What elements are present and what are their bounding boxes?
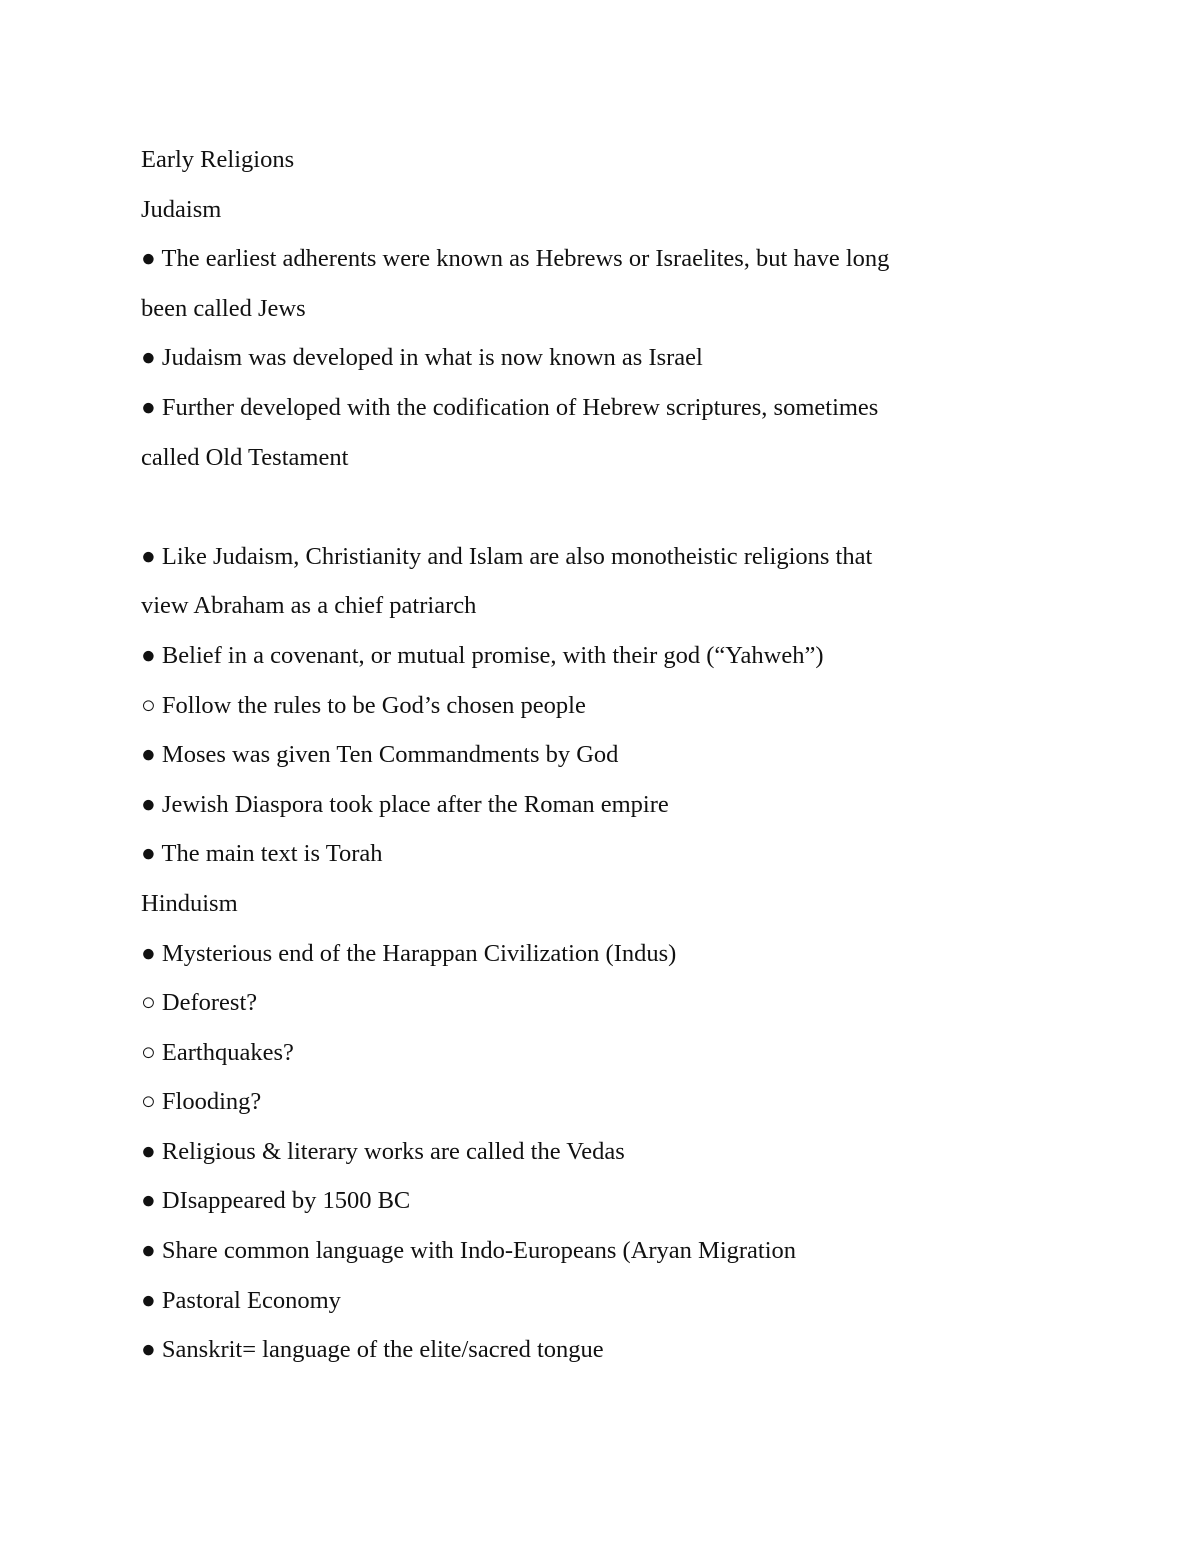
sub-bullet-item: ○ Follow the rules to be God’s chosen people (141, 691, 586, 719)
bullet-item: ● Belief in a covenant, or mutual promise, with their god (“Yahweh”) (141, 641, 824, 669)
bullet-item: ● Religious & literary works are called the Vedas (141, 1137, 625, 1165)
bullet-item: ● Share common language with Indo-Europeans (Aryan Migration (141, 1237, 797, 1265)
bullet-item-continuation: called Old Testament (141, 443, 349, 471)
bullet-item-continuation: been called Jews (141, 294, 306, 322)
bullet-item: ● Judaism was developed in what is now known as Israel (141, 344, 703, 372)
bullet-item: ● Pastoral Economy (141, 1286, 341, 1314)
sub-bullet-item: ○ Deforest? (141, 989, 258, 1017)
sub-bullet-item: ○ Flooding? (141, 1088, 262, 1116)
section-heading-hinduism: Hinduism (141, 889, 238, 917)
sub-bullet-item: ○ Earthquakes? (141, 1038, 294, 1066)
bullet-item: ● The main text is Torah (141, 840, 383, 868)
bullet-item: ● Sanskrit= language of the elite/sacred tongue (141, 1336, 604, 1364)
document-title: Early Religions (141, 146, 295, 173)
bullet-item: ● The earliest adherents were known as Hebrews or Israelites, but have long (141, 245, 890, 273)
bullet-item: ● Mysterious end of the Harappan Civilization (Indus) (141, 939, 677, 967)
bullet-item: ● Jewish Diaspora took place after the Roman empire (141, 790, 669, 818)
bullet-item: ● DIsappeared by 1500 BC (141, 1187, 411, 1215)
document-body (141, 135, 1041, 1375)
bullet-item: ● Like Judaism, Christianity and Islam are also monotheistic religions that (141, 542, 873, 570)
blank-line (141, 482, 1041, 532)
section-heading-judaism: Judaism (141, 195, 222, 223)
bullet-item: ● Moses was given Ten Commandments by God (141, 741, 619, 769)
bullet-item: ● Further developed with the codification of Hebrew scriptures, sometimes (141, 393, 879, 421)
bullet-item-continuation: view Abraham as a chief patriarch (141, 592, 477, 620)
